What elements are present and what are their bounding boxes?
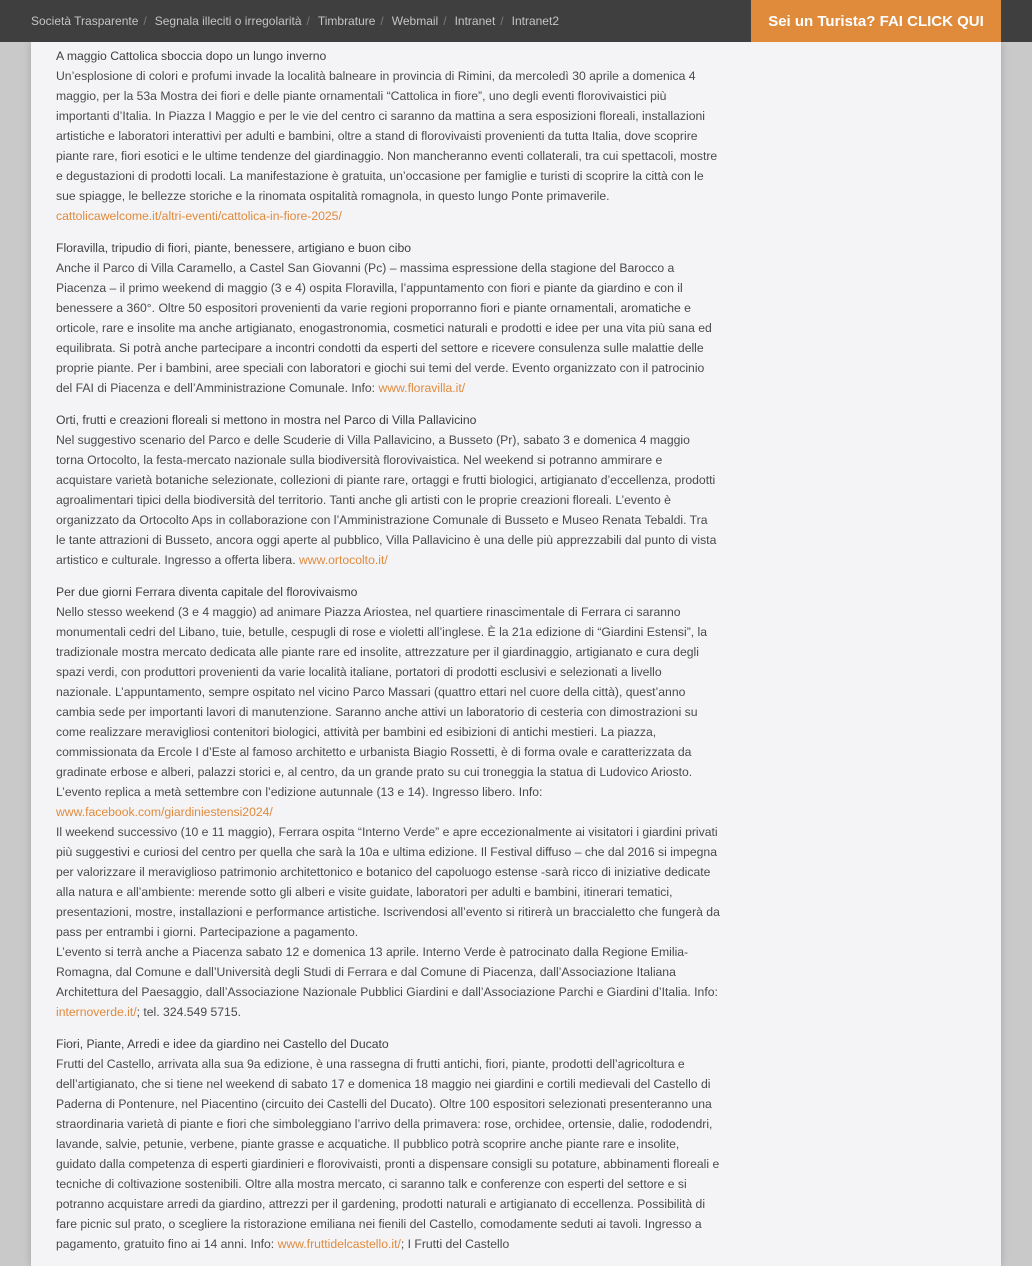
- nav-separator: /: [143, 14, 147, 28]
- article-title: Per due giorni Ferrara diventa capitale del florovivaismo: [56, 585, 358, 599]
- tourist-cta-button[interactable]: Sei un Turista? FAI CLICK QUI: [751, 0, 1001, 42]
- article-title: Orti, frutti e creazioni floreali si mettono in mostra nel Parco di Villa Pallavicino: [56, 413, 477, 427]
- nav-separator: /: [306, 14, 310, 28]
- article-link[interactable]: www.facebook.com/giardiniestensi2024/: [56, 805, 273, 819]
- article-cattolica: [56, 46, 720, 226]
- article-list: [56, 46, 720, 1266]
- article-ortocolto: [56, 410, 720, 570]
- article-body: [56, 258, 720, 398]
- nav-link-timbrature[interactable]: Timbrature: [317, 14, 376, 28]
- nav-link-segnala-illeciti[interactable]: Segnala illeciti o irregolarità: [154, 14, 302, 28]
- top-bar: [0, 0, 1032, 42]
- article-text: Nello stesso weekend (3 e 4 maggio) ad animare Piazza Ariostea, nel quartiere rinascimentale di Ferrara ci saranno monumentali cedri del Libano, tuie, betulle, cespugli di rose e violetti all’inglese. È la 21a edizione di “Giardini Estensi”, la tradizionale mostra mercato dedicata alle piante rare ed insolite, attrezzature per il giardinaggio, artigianato e cura degli spazi verdi, con produttori provenienti da varie località italiane, portatori di prodotti esclusivi e selezionati a livello nazionale. L’appuntamento, sempre ospitato nel vicino Parco Massari (quattro ettari nel cuore della città), quest’anno cambia sede per importanti lavori di manutenzione. Saranno anche attivi un laboratorio di cesteria con dimostrazioni su come realizzare meravigliosi contenitori biologici, attività per bambini ed esibizioni di antichi mestieri. La piazza, commissionata da Ercole I d’Este al famoso architetto e urbanista Biagio Rossetti, è di forma ovale e caratterizzata da gradinate erbose e alberi, palazzi storici e, al centro, da un grande prato su cui troneggia la statua di Ludovico Ariosto. L’evento replica a metà settembre con l’edizione autunnale (13 e 14). Ingresso libero. Info:: [56, 605, 708, 799]
- article-castello: [56, 1034, 720, 1254]
- nav-link-webmail[interactable]: Webmail: [391, 14, 439, 28]
- nav-link-intranet2[interactable]: Intranet2: [511, 14, 559, 28]
- article-body: [56, 1054, 720, 1254]
- article-text: Anche il Parco di Villa Caramello, a Castel San Giovanni (Pc) – massima espressione della stagione del Barocco a Piacenza – il primo weekend di maggio (3 e 4) ospita Floravilla, l’appuntamento con fiori e piante da giardino e con il benessere a 360°. Oltre 50 espositori provenienti da varie regioni proporranno fiori e piante ornamentali, aromatiche e orticole, rare e insolite ma anche artigianato, enogastronomia, cosmetici naturali e prodotti e idee per una vita più sana ed equilibrata. Si potrà anche partecipare a incontri condotti da esperti del settore e ricevere consulenza sulle malattie delle proprie piante. Per i bambini, aree speciali con laboratori e giochi sui temi del verde. Evento organizzato con il patrocinio del FAI di Piacenza e dell’Amministrazione Comunale. Info:: [56, 261, 712, 395]
- article-link[interactable]: www.floravilla.it/: [378, 381, 466, 395]
- article-link[interactable]: cattolicawelcome.it/altri-eventi/cattolica-in-fiore-2025/: [56, 209, 342, 223]
- content-sheet: [31, 42, 1001, 1266]
- article-suffix: ; I Frutti del Castello: [400, 1237, 510, 1251]
- article-phone: ; tel. 324.549 5715.: [136, 1005, 241, 1019]
- article-text: Nel suggestivo scenario del Parco e delle Scuderie di Villa Pallavicino, a Busseto (Pr), sabato 3 e domenica 4 maggio torna Ortocolto, la festa-mercato nazionale sulla biodiversità florovivaistica. Nel weekend si potranno ammirare e acquistare varietà botaniche selezionate, collezioni di piante rare, ortaggi e frutti biologici, artigianato d’eccellenza, prodotti agroalimentari tipici della biodiversità del territorio. Tanti anche gli artisti con le proprie creazioni floreali. L’evento è organizzato da Ortocolto Aps in collaborazione con l’Amministrazione Comunale di Busseto e Museo Renata Tebaldi. Tra le tante attrazioni di Busseto, ancora oggi aperte al pubblico, Villa Pallavicino è una delle più apprezzabili dal punto di vista artistico e culturale. Ingresso a offerta libera.: [56, 433, 717, 567]
- article-text: Un’esplosione di colori e profumi invade la località balneare in provincia di Rimini, da mercoledì 30 aprile a domenica 4 maggio, per la 53a Mostra dei fiori e delle piante ornamentali “Cattolica in fiore”, uno degli eventi florovivaistici più importanti d’Italia. In Piazza I Maggio e per le vie del centro ci saranno da mattina a sera esposizioni floreali, installazioni artistiche e laboratori interattivi per adulti e bambini, oltre a stand di florovivaisti provenienti da tutta Italia, dove scoprire piante rare, fiori esotici e le ultime tendenze del giardinaggio. Non mancheranno eventi collaterali, tra cui spettacoli, mostre e degustazioni di prodotti locali. La manifestazione è gratuita, un’occasione per famiglie e turisti di scoprire la città con le sue spiagge, le bellezze storiche e la rinomata ospitalità romagnola, in questo lungo Ponte primaverile.: [56, 69, 718, 203]
- article-floravilla: [56, 238, 720, 398]
- nav-separator: /: [380, 14, 384, 28]
- article-ferrara: [56, 582, 720, 1022]
- nav-link-intranet[interactable]: Intranet: [454, 14, 496, 28]
- article-body: [56, 602, 720, 822]
- article-body-interno-verde: Il weekend successivo (10 e 11 maggio), Ferrara ospita “Interno Verde” e apre eccezionalmente ai visitatori i giardini privati più suggestivi e curiosi del centro per quella che sarà la 10a e ultima edizione. Il Festival diffuso – che dal 2016 si impegna per valorizzare il meraviglioso patrimonio architettonico e botanico del capoluogo estense -sarà ricco di iniziative dedicate alla natura e all’ambiente: merende sotto gli alberi e visite guidate, laboratori per adulti e bambini, itinerari tematici, presentazioni, mostre, installazioni e performance artistiche. Iscrivendosi all’evento si ritirerà un braccialetto che fungerà da pass per entrambi i giorni. Partecipazione a pagamento.: [56, 825, 720, 939]
- article-text: L’evento si terrà anche a Piacenza sabato 12 e domenica 13 aprile. Interno Verde è patrocinato dalla Regione Emilia-Romagna, dal Comune e dall’Università degli Studi di Ferrara e dal Comune di Piacenza, dall’Associazione Italiana Architettura del Paesaggio, dall’Associazione Nazionale Pubblici Giardini e dall’Associazione Parchi e Giardini d’Italia. Info:: [56, 945, 718, 999]
- article-body-piacenza: [56, 942, 720, 1022]
- article-title: A maggio Cattolica sboccia dopo un lungo inverno: [56, 49, 327, 63]
- nav-separator: /: [443, 14, 447, 28]
- article-link[interactable]: www.fruttidelcastello.it/: [277, 1237, 401, 1251]
- article-body: [56, 66, 720, 226]
- article-text: Frutti del Castello, arrivata alla sua 9a edizione, è una rassegna di frutti antichi, fiori, piante, prodotti dell’agricoltura e dell’artigianato, che si tiene nel weekend di sabato 17 e domenica 18 maggio nei giardini e cortili medievali del Castello di Paderna di Pontenure, nel Piacentino (circuito dei Castelli del Ducato). Oltre 100 espositori selezionati presenteranno una straordinaria varietà di piante e fiori che simboleggiano l’arrivo della primavera: rose, orchidee, ortensie, dalie, rododendri, lavande, salvie, petunie, verbene, piante grasse e acquatiche. Il pubblico potrà scoprire anche piante rare e insolite, guidato dalla competenza di esperti giardinieri e florovivaisti, pronti a dispensare consigli su potature, abbinamenti floreali e tecniche di coltivazione sostenibili. Oltre alla mostra mercato, ci saranno talk e conferenze con esperti del settore e si potranno acquistare arredi da giardino, attrezzi per il gardening, prodotti naturali e artigianato di eccellenza. Possibilità di fare picnic sul prato, o scegliere la ristorazione emiliana nei fienili del Castello, comodamente seduti ai tavoli. Ingresso a pagamento, gratuito fino ai 14 anni. Info:: [56, 1057, 720, 1251]
- article-link[interactable]: www.ortocolto.it/: [298, 553, 388, 567]
- article-link-internoverde[interactable]: internoverde.it/: [56, 1005, 137, 1019]
- top-nav: [31, 0, 559, 42]
- article-title: Floravilla, tripudio di fiori, piante, benessere, artigiano e buon cibo: [56, 241, 411, 255]
- nav-link-societa-trasparente[interactable]: Società Trasparente: [31, 14, 139, 28]
- article-body: [56, 430, 720, 570]
- article-title: Fiori, Piante, Arredi e idee da giardino nei Castello del Ducato: [56, 1037, 389, 1051]
- nav-separator: /: [500, 14, 504, 28]
